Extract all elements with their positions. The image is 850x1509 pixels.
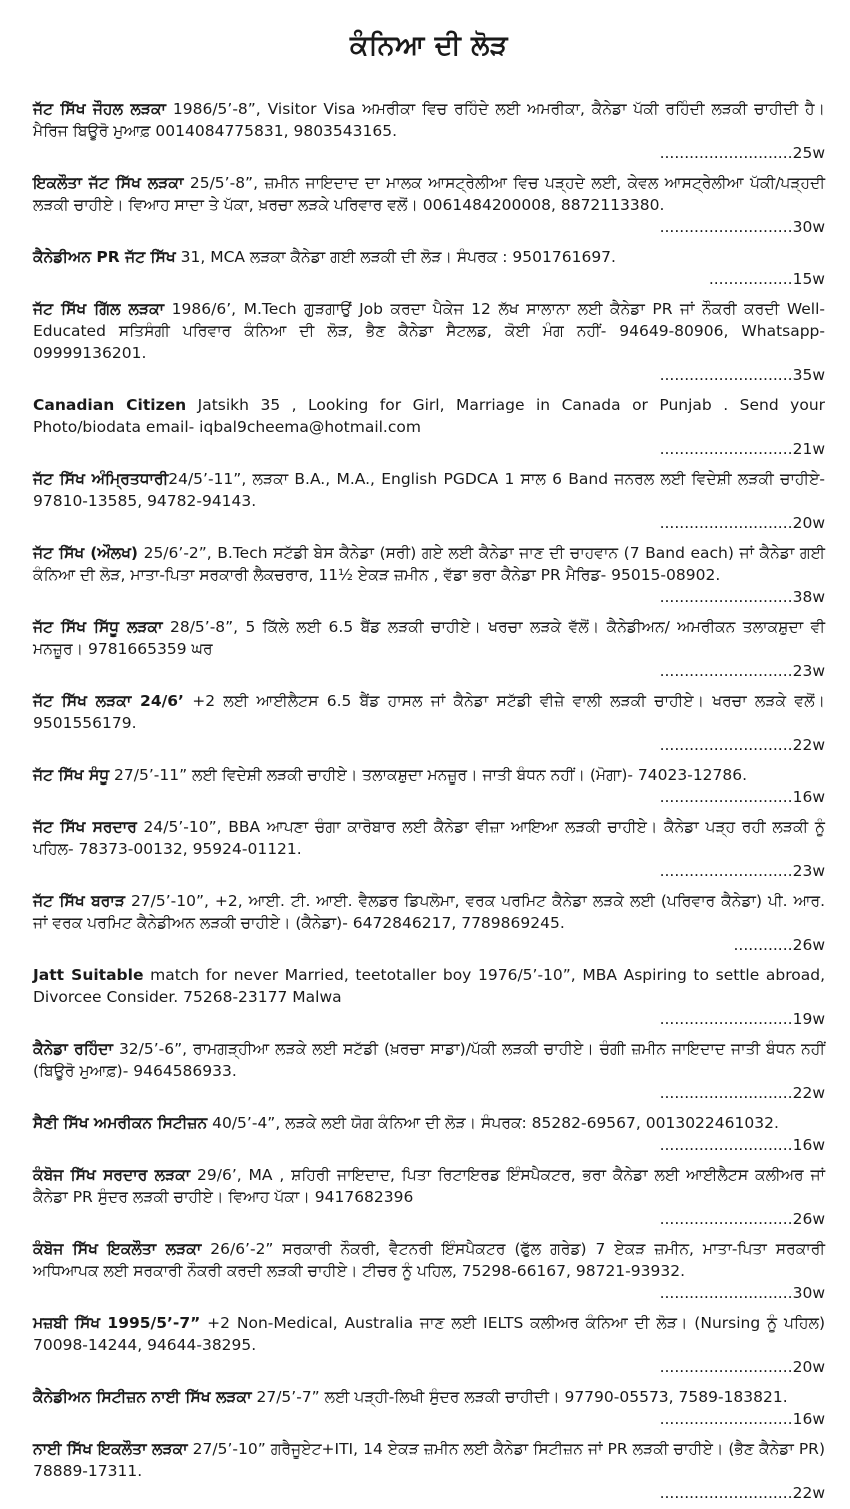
- ad-word-count: ...........................16w: [659, 1136, 825, 1154]
- ad-body: Jatsikh 35 , Looking for Girl, Marriage in Canada or Punjab . Send your Photo/biodata email- iqbal9cheema@hotmail.com: [33, 396, 826, 436]
- classified-ad: [33, 542, 825, 608]
- ad-body: +2 ਲਈ ਆਈਲੈਟਸ 6.5 ਬੈਂਡ ਹਾਸਲ ਜਾਂ ਕੈਨੇਡਾ ਸਟੱਡੀ ਵੀਜ਼ੇ ਵਾਲੀ ਲੜਕੀ ਚਾਹੀਏ। ਖਰਚਾ ਲੜਕੇ ਵਲੋਂ। 9501556179.: [33, 692, 825, 732]
- ad-headline: ਜੱਟ ਸਿੱਖ ਬਰਾੜ: [33, 892, 125, 910]
- ad-word-count: ...........................16w: [659, 1410, 825, 1428]
- ad-body: 29/6’, MA , ਸ਼ਹਿਰੀ ਜਾਇਦਾਦ, ਪਿਤਾ ਰਿਟਾਇਰਡ ਇੰਸਪੈਕਟਰ, ਭਰਾ ਕੈਨੇਡਾ ਲਈ ਆਈਲੈਟਸ ਕਲੀਅਰ ਜਾਂ ਕੈਨੇਡਾ PR ਸੁੰਦਰ ਲੜਕੀ ਚਾਹੀਏ। ਵਿਆਹ ਪੱਕਾ। 9417682396: [33, 1166, 825, 1206]
- ad-word-count: ...........................23w: [659, 662, 825, 680]
- ad-word-count: ...........................23w: [659, 862, 825, 880]
- ad-headline: ਜੱਟ ਸਿੱਖ ਸੰਧੂ: [33, 766, 110, 784]
- ad-headline: ਜੱਟ ਸਿੱਖ ਸਿੱਧੂ ਲੜਕਾ: [33, 618, 163, 636]
- ads-list: [33, 98, 825, 1504]
- ad-body: 25/5’-8”, ਜ਼ਮੀਨ ਜਾਇਦਾਦ ਦਾ ਮਾਲਕ ਆਸਟ੍ਰੇਲੀਆ ਵਿਚ ਪੜ੍ਹਦੇ ਲਈ, ਕੇਵਲ ਆਸਟ੍ਰੇਲੀਆ ਪੱਕੀ/ਪੜ੍ਹਦੀ ਲੜਕੀ ਚਾਹੀਏ। ਵਿਆਹ ਸਾਦਾ ਤੇ ਪੱਕਾ, ਖ਼ਰਚਾ ਲੜਕੇ ਪਰਿਵਾਰ ਵਲੋਂ। 0061484200008, 8872113380.: [33, 174, 825, 214]
- ad-word-count: ...........................22w: [659, 1084, 825, 1102]
- ad-headline: ਕੰਬੋਜ ਸਿੱਖ ਇਕਲੌਤਾ ਲੜਕਾ: [33, 1240, 202, 1258]
- ad-headline: ਕੈਨੇਡਾ ਰਹਿੰਦਾ: [33, 1040, 113, 1058]
- ad-body: 1986/6’, M.Tech ਗੁੜਗਾਉਂ Job ਕਰਦਾ ਪੈਕੇਜ 12 ਲੱਖ ਸਾਲਾਨਾ ਲਈ ਕੈਨੇਡਾ PR ਜਾਂ ਨੌਕਰੀ ਕਰਦੀ Well-Educated ਸਤਿਸੰਗੀ ਪਰਿਵਾਰ ਕੰਨਿਆ ਦੀ ਲੋੜ, ਭੈਣ ਕੈਨੇਡਾ ਸੈਟਲਡ, ਕੋਈ ਮੰਗ ਨਹੀਂ- 94649-80906, Whatsapp-09999136201.: [33, 300, 825, 362]
- ad-word-count: ...........................20w: [659, 1358, 825, 1376]
- ad-word-count: ...........................30w: [659, 1284, 825, 1302]
- classified-ad: [33, 816, 825, 882]
- ad-word-count: ...........................20w: [659, 514, 825, 532]
- ad-headline: ਜੱਟ ਸਿੱਖ ਅੰਮ੍ਰਿਤਧਾਰੀ: [33, 470, 169, 488]
- ad-word-count: ...........................16w: [659, 788, 825, 806]
- classified-ad: [33, 964, 825, 1030]
- ad-word-count: ...........................26w: [659, 1210, 825, 1228]
- ad-headline: ਜੱਟ ਸਿੱਖ (ਔਲਖ): [33, 544, 139, 562]
- ad-word-count: ............26w: [733, 936, 825, 954]
- classified-ad: [33, 1164, 825, 1230]
- classified-ad: [33, 246, 825, 290]
- ad-headline: ਕੈਨੇਡੀਅਨ ਸਿਟੀਜ਼ਨ ਨਾਈ ਸਿੱਖ ਲੜਕਾ: [33, 1388, 252, 1406]
- classified-ad: [33, 1312, 825, 1378]
- ad-headline: ਜੱਟ ਸਿੱਖ ਜੌਹਲ ਲੜਕਾ: [33, 100, 166, 118]
- ad-body: 24/5’-11”, ਲੜਕਾ B.A., M.A., English PGDCA 1 ਸਾਲ 6 Band ਜਨਰਲ ਲਈ ਵਿਦੇਸ਼ੀ ਲੜਕੀ ਚਾਹੀਏ- 97810-13585, 94782-94143.: [33, 470, 825, 510]
- classified-ad: [33, 1112, 825, 1156]
- ad-body: 28/5’-8”, 5 ਕਿੱਲੇ ਲਈ 6.5 ਬੈਂਡ ਲੜਕੀ ਚਾਹੀਏ। ਖਰਚਾ ਲੜਕੇ ਵੱਲੋਂ। ਕੈਨੇਡੀਅਨ/ ਅਮਰੀਕਨ ਤਲਾਕਸ਼ੁਦਾ ਵੀ ਮਨਜ਼ੂਰ। 9781665359 ਘਰ: [33, 618, 825, 658]
- classified-ad: [33, 616, 825, 682]
- classified-ad: [33, 1438, 825, 1504]
- ad-word-count: ...........................21w: [659, 440, 825, 458]
- ad-word-count: ...........................30w: [659, 218, 825, 236]
- ad-body: 24/5’-10”, BBA ਆਪਣਾ ਚੰਗਾ ਕਾਰੋਬਾਰ ਲਈ ਕੈਨੇਡਾ ਵੀਜ਼ਾ ਆਇਆ ਲੜਕੀ ਚਾਹੀਏ। ਕੈਨੇਡਾ ਪੜ੍ਹ ਰਹੀ ਲੜਕੀ ਨੂੰ ਪਹਿਲ- 78373-00132, 95924-01121.: [33, 818, 825, 858]
- ad-body: 1986/5’-8”, Visitor Visa ਅਮਰੀਕਾ ਵਿਚ ਰਹਿੰਦੇ ਲਈ ਅਮਰੀਕਾ, ਕੈਨੇਡਾ ਪੱਕੀ ਰਹਿੰਦੀ ਲੜਕੀ ਚਾਹੀਦੀ ਹੈ। ਮੈਰਿਜ ਬਿਊਰੋ ਮੁਆਫ਼ 0014084775831, 9803543165.: [33, 100, 826, 140]
- ad-body: +2 Non-Medical, Australia ਜਾਣ ਲਈ IELTS ਕਲੀਅਰ ਕੰਨਿਆ ਦੀ ਲੋੜ। (Nursing ਨੂੰ ਪਹਿਲ) 70098-14244, 94644-38295.: [33, 1314, 825, 1354]
- classified-ad: [33, 890, 825, 956]
- ad-word-count: ...........................22w: [659, 1484, 825, 1502]
- classified-ad: [33, 298, 825, 386]
- classified-ad: [33, 1238, 825, 1304]
- ad-body: 40/5’-4”, ਲੜਕੇ ਲਈ ਯੋਗ ਕੰਨਿਆ ਦੀ ਲੋੜ। ਸੰਪਰਕ: 85282-69567, 0013022461032.: [207, 1114, 779, 1132]
- ad-body: 31, MCA ਲੜਕਾ ਕੈਨੇਡਾ ਗਈ ਲੜਕੀ ਦੀ ਲੋੜ। ਸੰਪਰਕ : 9501761697.: [175, 248, 616, 266]
- ad-headline: Jatt Suitable: [33, 966, 144, 984]
- ad-headline: ਜੱਟ ਸਿੱਖ ਲੜਕਾ 24/6’: [33, 692, 184, 710]
- ad-word-count: ...........................35w: [659, 366, 825, 384]
- classified-ad: [33, 468, 825, 534]
- classified-ad: [33, 172, 825, 238]
- ad-body: 32/5’-6”, ਰਾਮਗੜ੍ਹੀਆ ਲੜਕੇ ਲਈ ਸਟੱਡੀ (ਖ਼ਰਚਾ ਸਾਡਾ)/ਪੱਕੀ ਲੜਕੀ ਚਾਹੀਏ। ਚੰਗੀ ਜ਼ਮੀਨ ਜਾਇਦਾਦ ਜਾਤੀ ਬੰਧਨ ਨਹੀਂ (ਬਿਊਰੋ ਮੁਆਫ਼)- 9464586933.: [33, 1040, 825, 1080]
- ad-word-count: ...........................25w: [659, 144, 825, 162]
- ad-headline: ਸੈਣੀ ਸਿੱਖ ਅਮਰੀਕਨ ਸਿਟੀਜ਼ਨ: [33, 1114, 208, 1132]
- ad-headline: ਕੰਬੋਜ ਸਿੱਖ ਸਰਦਾਰ ਲੜਕਾ: [33, 1166, 191, 1184]
- ad-headline: Canadian Citizen: [33, 396, 187, 414]
- classified-ad: [33, 98, 825, 164]
- ad-headline: ਨਾਈ ਸਿੱਖ ਇਕਲੌਤਾ ਲੜਕਾ: [33, 1440, 188, 1458]
- ad-body: match for never Married, teetotaller boy 1976/5’-10”, MBA Aspiring to settle abroad, Divorcee Consider. 75268-23177 Malwa: [33, 966, 825, 1006]
- ad-body: 27/5’-10” ਗਰੈਜੂਏਟ+ITI, 14 ਏਕੜ ਜ਼ਮੀਨ ਲਈ ਕੈਨੇਡਾ ਸਿਟੀਜ਼ਨ ਜਾਂ PR ਲੜਕੀ ਚਾਹੀਏ। (ਭੈਣ ਕੈਨੇਡਾ PR) 78889-17311.: [33, 1440, 826, 1480]
- ad-word-count: ...........................19w: [659, 1010, 825, 1028]
- ad-body: 27/5’-7” ਲਈ ਪੜ੍ਹੀ-ਲਿਖੀ ਸੁੰਦਰ ਲੜਕੀ ਚਾਹੀਦੀ। 97790-05573, 7589-183821.: [251, 1388, 788, 1406]
- classified-ad: [33, 394, 825, 460]
- ad-body: 27/5’-10”, +2, ਆਈ. ਟੀ. ਆਈ. ਵੈਲਡਰ ਡਿਪਲੋਮਾ, ਵਰਕ ਪਰਮਿਟ ਕੈਨੇਡਾ ਲੜਕੇ ਲਈ (ਪਰਿਵਾਰ ਕੈਨੇਡਾ) ਪੀ. ਆਰ. ਜਾਂ ਵਰਕ ਪਰਮਿਟ ਕੈਨੇਡੀਅਨ ਲੜਕੀ ਚਾਹੀਏ। (ਕੈਨੇਡਾ)- 6472846217, 7789869245.: [33, 892, 825, 932]
- ad-body: 26/6’-2” ਸਰਕਾਰੀ ਨੌਕਰੀ, ਵੈਟਨਰੀ ਇੰਸਪੈਕਟਰ (ਫੁੱਲ ਗਰੇਡ) 7 ਏਕੜ ਜ਼ਮੀਨ, ਮਾਤਾ-ਪਿਤਾ ਸਰਕਾਰੀ ਅਧਿਆਪਕ ਲਈ ਸਰਕਾਰੀ ਨੌਕਰੀ ਕਰਦੀ ਲੜਕੀ ਚਾਹੀਏ। ਟੀਚਰ ਨੂੰ ਪਹਿਲ, 75298-66167, 98721-93932.: [33, 1240, 825, 1280]
- ad-word-count: .................15w: [708, 270, 825, 288]
- classified-ad: [33, 1038, 825, 1104]
- classified-ad: [33, 1386, 825, 1430]
- ad-headline: ਇਕਲੌਤਾ ਜੱਟ ਸਿੱਖ ਲੜਕਾ: [33, 174, 184, 192]
- ad-body: 27/5’-11” ਲਈ ਵਿਦੇਸ਼ੀ ਲੜਕੀ ਚਾਹੀਏ। ਤਲਾਕਸ਼ੁਦਾ ਮਨਜ਼ੂਰ। ਜਾਤੀ ਬੰਧਨ ਨਹੀਂ। (ਮੋਗਾ)- 74023-12786.: [109, 766, 748, 784]
- ad-body: 25/6’-2”, B.Tech ਸਟੱਡੀ ਬੇਸ ਕੈਨੇਡਾ (ਸਰੀ) ਗਏ ਲਈ ਕੈਨੇਡਾ ਜਾਣ ਦੀ ਚਾਹਵਾਨ (7 Band each) ਜਾਂ ਕੈਨੇਡਾ ਗਈ ਕੰਨਿਆ ਦੀ ਲੋੜ, ਮਾਤਾ-ਪਿਤਾ ਸਰਕਾਰੀ ਲੈਕਚਰਾਰ, 11½ ਏਕੜ ਜ਼ਮੀਨ , ਵੱਡਾ ਭਰਾ ਕੈਨੇਡਾ PR ਮੈਰਿਡ- 95015-08902.: [33, 544, 826, 584]
- classified-ad: [33, 690, 825, 756]
- classified-ad: [33, 764, 825, 808]
- ad-headline: ਜੱਟ ਸਿੱਖ ਸਰਦਾਰ: [33, 818, 137, 836]
- ad-word-count: ...........................38w: [659, 588, 825, 606]
- ad-headline: ਮਜ਼ਬੀ ਸਿੱਖ 1995/5’-7”: [33, 1314, 201, 1332]
- page-title: ਕੰਨਿਆ ਦੀ ਲੋੜ: [349, 30, 509, 61]
- ad-headline: ਜੱਟ ਸਿੱਖ ਗਿੱਲ ਲੜਕਾ: [33, 300, 165, 318]
- ad-headline: ਕੈਨੇਡੀਅਨ PR ਜੱਟ ਸਿੱਖ: [33, 248, 176, 266]
- ad-word-count: ...........................22w: [659, 736, 825, 754]
